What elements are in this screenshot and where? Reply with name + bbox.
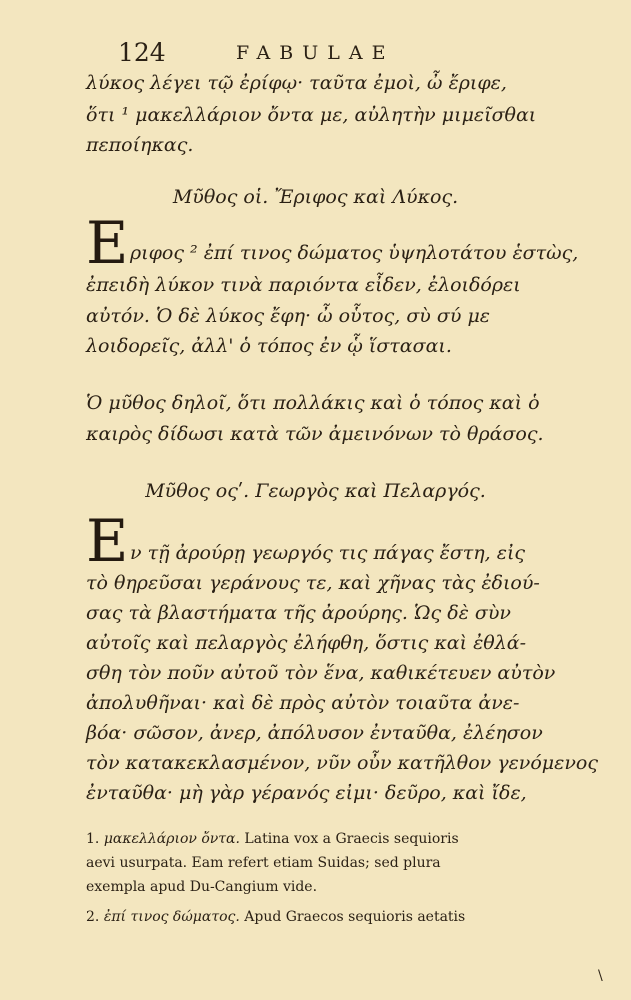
text-line: ἐνταῦθα· μὴ γὰρ γέρανός εἰμι· δεῦρο, καὶ ἴδε, [86, 782, 527, 804]
footnote-number: 1. [86, 831, 100, 847]
drop-cap: Ε [86, 209, 129, 277]
footnote [86, 906, 586, 928]
page-number: 124 [118, 38, 166, 67]
footnote-greek: ἐπί τινος δώματος. [103, 909, 240, 925]
text-line: λύκος λέγει τῷ ἐρίφῳ· ταῦτα ἐμοὶ, ὦ ἔριφε, [86, 72, 507, 94]
text-line: τὸν κατακεκλασμένον, νῦν οὖν κατῆλθον γενόμενος [86, 752, 598, 774]
moral-line: Ὁ μῦθος δηλοῖ, ὅτι πολλάκις καὶ ὁ τόπος καὶ ὁ [86, 392, 540, 414]
footnote-line: aevi usurpata. Eam refert etiam Suidas; sed plura [86, 855, 441, 871]
text-line: ὅτι ¹ μακελλάριον ὄντα με, αὐλητὴν μιμεῖσθαι [86, 104, 537, 126]
moral-line: καιρὸς δίδωσι κατὰ τῶν ἀμεινόνων τὸ θράσος. [86, 423, 544, 445]
footnote-number: 2. [86, 909, 100, 925]
drop-cap: Ε [86, 507, 129, 575]
text-line: ἀπολυθῆναι· καὶ δὲ πρὸς αὐτὸν τοιαῦτα ἀνε- [86, 692, 520, 714]
fable-title: Μῦθος οἱ. Ἔριφος καὶ Λύκος. [172, 186, 459, 208]
footnote-text: Latina vox a Graecis sequioris [244, 831, 459, 847]
text-line: ριφος ² ἐπί τινος δώματος ὑψηλοτάτου ἑστὼς, [130, 242, 579, 264]
text-line: βόα· σῶσον, ἀνερ, ἀπόλυσον ἐνταῦθα, ἐλέησον [86, 722, 543, 744]
fable-title: Μῦθος οςʹ. Γεωργὸς καὶ Πελαργός. [145, 480, 486, 502]
text-line: σθη τὸν ποῦν αὐτοῦ τὸν ἕνα, καθικέτευεν αὐτὸν [86, 662, 556, 684]
footnote-text: Apud Graecos sequioris aetatis [244, 909, 466, 925]
signature-mark: \ [598, 968, 603, 984]
text-line: λοιδορεῖς, ἀλλ' ὁ τόπος ἐν ᾧ ἵστασαι. [86, 335, 452, 357]
footnote [86, 828, 586, 850]
text-line: αὐτόν. Ὁ δὲ λύκος ἔφη· ὦ οὗτος, σὺ σύ με [86, 305, 490, 327]
text-line: πεποίηκας. [86, 134, 194, 156]
text-line: τὸ θηρεῦσαι γεράνους τε, καὶ χῆνας τὰς ἐδιού- [86, 572, 540, 594]
text-line: σας τὰ βλαστήματα τῆς ἀρούρης. Ὡς δὲ σὺν [86, 602, 511, 624]
text-line: ἐπειδὴ λύκον τινὰ παριόντα εἶδεν, ἐλοιδόρει [86, 274, 521, 296]
footnote-line: exempla apud Du-Cangium vide. [86, 879, 318, 895]
running-title: FABULAE [236, 42, 395, 64]
footnote-greek: μακελλάριον ὄντα. [103, 831, 240, 847]
text-line: ν τῇ ἀρούρῃ γεωργός τις πάγας ἔστη, εἰς [130, 542, 526, 564]
text-line: αὐτοῖς καὶ πελαργὸς ἐλήφθη, ὅστις καὶ ἐθλά- [86, 632, 527, 654]
page-header [118, 38, 588, 68]
